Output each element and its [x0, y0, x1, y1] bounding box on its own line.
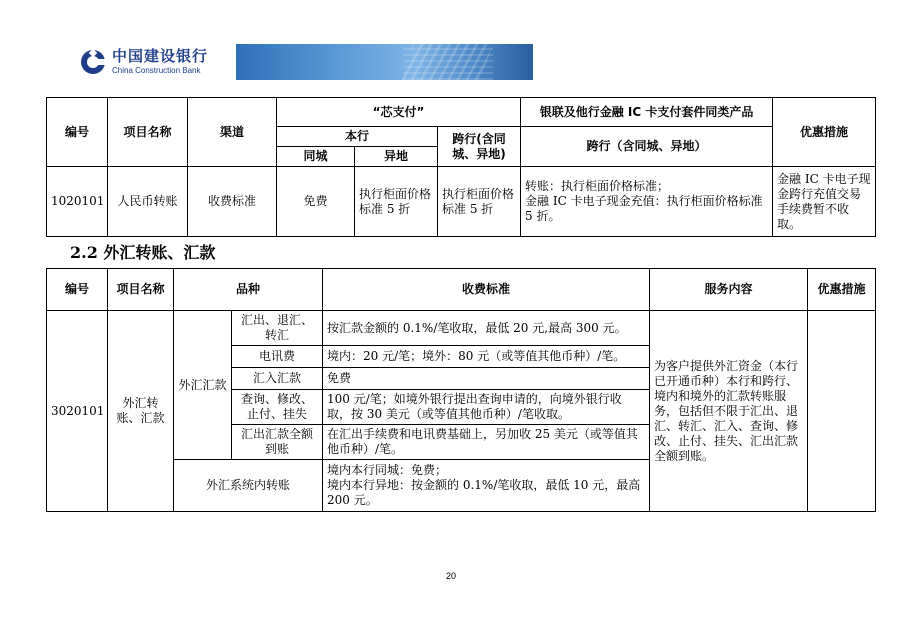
header-tongcheng: 同城: [277, 147, 355, 167]
bank-name-en: China Construction Bank: [112, 66, 201, 75]
header-discount: 优惠措施: [773, 98, 876, 167]
row-item: 外汇转账、汇款: [108, 311, 174, 512]
row-item: 人民币转账: [108, 167, 188, 237]
header-channel: 渠道: [188, 98, 277, 167]
bank-logo: [78, 44, 236, 80]
internal-fee: [323, 460, 650, 512]
header-id: 编号: [47, 269, 108, 311]
page-number: 20: [445, 571, 456, 581]
fee-cell: 按汇款金额的 0.1%/笔收取，最低 20 元,最高 300 元。: [323, 311, 650, 346]
header-fee: 收费标准: [323, 269, 650, 311]
variety-cell: 汇入汇款: [232, 368, 323, 390]
internal-variety: 外汇系统内转账: [174, 460, 323, 512]
section-title: 2.2 外汇转账、汇款: [70, 243, 216, 262]
header-benhang: 本行: [277, 127, 438, 147]
header-discount: 优惠措施: [808, 269, 876, 311]
row-kuahang: 执行柜面价格标准 5 折: [438, 167, 521, 237]
fee-cell: 在汇出手续费和电讯费基础上，另加收 25 美元（或等值其他币种）/笔。: [323, 425, 650, 460]
variety-cell: 汇出、退汇、转汇: [232, 311, 323, 346]
variety-cell: 电讯费: [232, 346, 323, 368]
row-tongcheng: 免费: [277, 167, 355, 237]
row-channel: 收费标准: [188, 167, 277, 237]
fx-transfer-table: [46, 268, 876, 512]
table-row: [47, 311, 876, 346]
banner-image: [236, 44, 533, 80]
variety-cell: 查询、修改、止付、挂失: [232, 390, 323, 425]
row-id: 1020101: [47, 167, 108, 237]
service-cell: 为客户提供外汇资金（本行已开通币种）本行和跨行、境内和境外的汇款转账服务，包括但不限于汇出、退汇、转汇、汇入、查询、修改、止付、挂失、汇出汇款全额到账。: [650, 311, 808, 512]
ccb-logo-icon: [80, 49, 106, 75]
header-unionpay: 银联及他行金融 IC 卡支付套件同类产品: [521, 98, 773, 127]
row-unionpay-line1: 转账：执行柜面价格标准；: [525, 179, 670, 193]
variety-cell: 汇出汇款全额到账: [232, 425, 323, 460]
header-id: 编号: [47, 98, 108, 167]
fee-cell: 境内：20 元/笔；境外：80 元（或等值其他币种）/笔。: [323, 346, 650, 368]
internal-fee-line2: 境内本行异地：按金额的 0.1%/笔收取，最低 10 元，最高 200 元。: [327, 478, 641, 507]
header-yidi: 异地: [355, 147, 438, 167]
header-variety: 品种: [174, 269, 323, 311]
internal-fee-line1: 境内本行同城：免费；: [327, 463, 448, 477]
row-yidi: 执行柜面价格标准 5 折: [355, 167, 438, 237]
table-row: [47, 167, 876, 237]
header-item: 项目名称: [108, 269, 174, 311]
row-discount: 金融 IC 卡电子现金跨行充值交易手续费暂不收取。: [773, 167, 876, 237]
row-unionpay-line2: 金融 IC 卡电子现金充值：执行柜面价格标准 5 折。: [525, 194, 763, 223]
header-kuahang: 跨行(含同城、异地): [438, 127, 521, 167]
row-id: 3020101: [47, 311, 108, 512]
row-group: 外汇汇款: [174, 311, 232, 460]
rmb-transfer-table: [46, 97, 876, 237]
header-banner: [78, 44, 533, 80]
fee-cell: 100 元/笔；如境外银行提出查询申请的，向境外银行收取，按 30 美元（或等值其他币种）/笔收取。: [323, 390, 650, 425]
bank-name-cn: 中国建设银行: [112, 47, 209, 65]
header-item: 项目名称: [108, 98, 188, 167]
header-unionpay-sub: 跨行（含同城、异地）: [521, 127, 773, 167]
header-service: 服务内容: [650, 269, 808, 311]
fee-cell: 免费: [323, 368, 650, 390]
row-unionpay: [521, 167, 773, 237]
header-xinzhifu: “芯支付”: [277, 98, 521, 127]
discount-cell: [808, 311, 876, 512]
